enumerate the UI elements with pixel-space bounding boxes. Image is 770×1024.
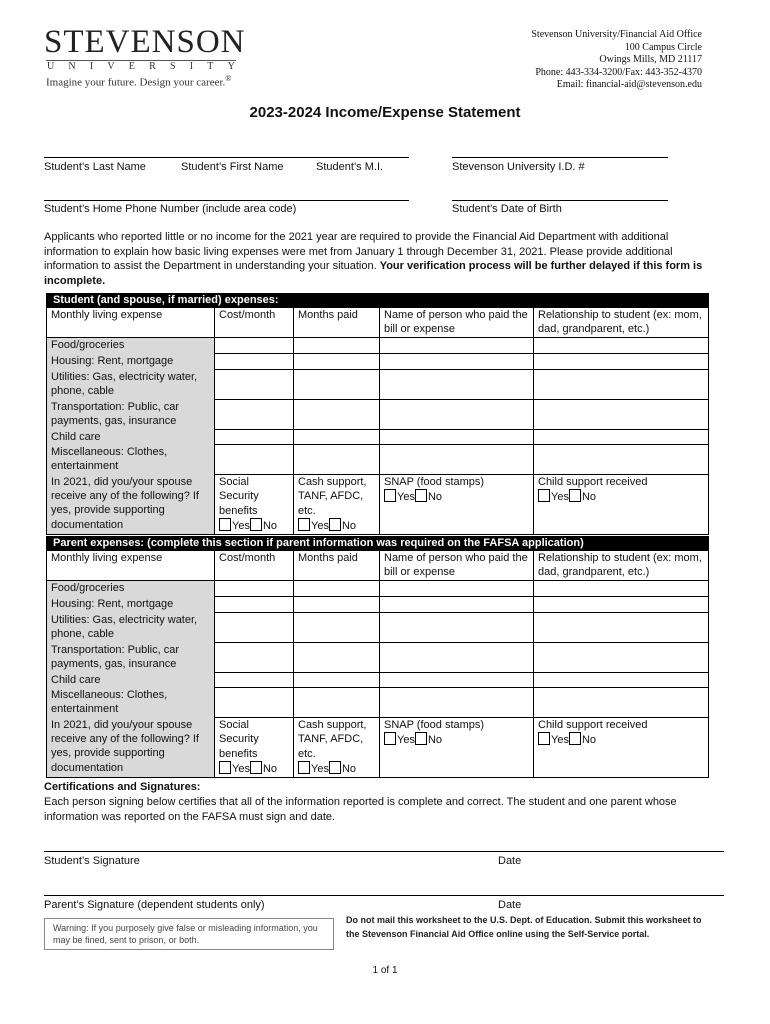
checkbox[interactable] bbox=[415, 732, 427, 745]
col-header: Relationship to student (ex: mom, dad, grandparent, etc.) bbox=[534, 308, 709, 338]
cell-input[interactable] bbox=[380, 643, 534, 673]
expense-label: Food/groceries bbox=[47, 581, 215, 597]
cell-input[interactable] bbox=[294, 688, 380, 718]
cell-input[interactable] bbox=[294, 370, 380, 400]
parent-date-label: Date bbox=[498, 899, 522, 911]
option-child-support: Child support received Yes No bbox=[534, 718, 709, 778]
col-header: Relationship to student (ex: mom, dad, grandparent, etc.) bbox=[534, 551, 709, 581]
cell-input[interactable] bbox=[294, 673, 380, 688]
checkbox[interactable] bbox=[298, 761, 310, 774]
student-section-header: Student (and spouse, if married) expenses: bbox=[47, 294, 709, 308]
cell-input[interactable] bbox=[215, 673, 294, 688]
address-line: Owings Mills, MD 21117 bbox=[599, 54, 702, 66]
cell-input[interactable] bbox=[215, 400, 294, 430]
col-header: Name of person who paid the bill or expense bbox=[380, 551, 534, 581]
submission-notice: Do not mail this worksheet to the U.S. Dept. of Education. Submit this worksheet to the Stevenson Financial Aid Office online using the Self-Service portal. bbox=[346, 915, 702, 939]
logo-wordmark: STEVENSON bbox=[44, 24, 246, 60]
phone-field-line[interactable] bbox=[44, 200, 409, 201]
first-name-label: Student’s First Name bbox=[181, 161, 284, 173]
cell-input[interactable] bbox=[380, 597, 534, 613]
cell-input[interactable] bbox=[534, 597, 709, 613]
logo-subtitle: UNIVERSITY bbox=[47, 61, 249, 72]
address-line: Email: financial-aid@stevenson.edu bbox=[556, 79, 702, 91]
checkbox[interactable] bbox=[384, 489, 396, 502]
office-address bbox=[531, 29, 702, 92]
address-line: Phone: 443-334-3200/Fax: 443-352-4370 bbox=[535, 66, 702, 78]
page-number: 1 of 1 bbox=[372, 965, 398, 976]
income-question: In 2021, did you/your spouse receive any of the following? If yes, provide supporting documentation bbox=[47, 718, 215, 778]
checkbox[interactable] bbox=[538, 489, 550, 502]
cell-input[interactable] bbox=[294, 354, 380, 370]
cell-input[interactable] bbox=[215, 430, 294, 445]
expense-label: Food/groceries bbox=[47, 338, 215, 354]
checkbox[interactable] bbox=[219, 518, 231, 531]
parent-signature-line[interactable] bbox=[44, 895, 724, 896]
dob-field-line[interactable] bbox=[452, 200, 668, 201]
cell-input[interactable] bbox=[380, 400, 534, 430]
expense-label: Child care bbox=[47, 673, 215, 688]
cell-input[interactable] bbox=[534, 673, 709, 688]
expense-label: Utilities: Gas, electricity water, phone, cable bbox=[47, 370, 215, 400]
col-header: Monthly living expense bbox=[47, 308, 215, 338]
cell-input[interactable] bbox=[215, 688, 294, 718]
cell-input[interactable] bbox=[215, 445, 294, 475]
col-header: Months paid bbox=[294, 551, 380, 581]
expense-label: Housing: Rent, mortgage bbox=[47, 354, 215, 370]
cell-input[interactable] bbox=[215, 613, 294, 643]
certifications-heading: Certifications and Signatures: bbox=[44, 781, 201, 793]
expense-label: Housing: Rent, mortgage bbox=[47, 597, 215, 613]
student-signature-line[interactable] bbox=[44, 851, 724, 852]
cell-input[interactable] bbox=[294, 643, 380, 673]
cell-input[interactable] bbox=[294, 338, 380, 354]
cell-input[interactable] bbox=[294, 400, 380, 430]
option-social-security: Social Security benefits Yes No bbox=[215, 475, 294, 535]
cell-input[interactable] bbox=[534, 338, 709, 354]
cell-input[interactable] bbox=[380, 430, 534, 445]
option-child-support: Child support received Yes No bbox=[534, 475, 709, 535]
cell-input[interactable] bbox=[215, 597, 294, 613]
cell-input[interactable] bbox=[380, 673, 534, 688]
option-social-security: Social Security benefits Yes No bbox=[215, 718, 294, 778]
certifications-text: Each person signing below certifies that all of the information reported is complete and correct. The student and one parent whose information was reported on the FAFSA must sign and date. bbox=[44, 796, 677, 823]
option-snap: SNAP (food stamps) Yes No bbox=[380, 718, 534, 778]
cell-input[interactable] bbox=[534, 400, 709, 430]
cell-input[interactable] bbox=[380, 370, 534, 400]
col-header: Cost/month bbox=[215, 308, 294, 338]
address-line: 100 Campus Circle bbox=[624, 41, 702, 53]
cell-input[interactable] bbox=[380, 688, 534, 718]
name-field-line[interactable] bbox=[44, 157, 409, 158]
expense-label: Child care bbox=[47, 430, 215, 445]
checkbox[interactable] bbox=[219, 761, 231, 774]
checkbox[interactable] bbox=[384, 732, 396, 745]
option-snap: SNAP (food stamps) Yes No bbox=[380, 475, 534, 535]
checkbox[interactable] bbox=[298, 518, 310, 531]
address-line: Stevenson University/Financial Aid Office bbox=[531, 29, 702, 40]
cell-input[interactable] bbox=[294, 430, 380, 445]
checkbox[interactable] bbox=[569, 489, 581, 502]
cell-input[interactable] bbox=[294, 597, 380, 613]
cell-input[interactable] bbox=[215, 370, 294, 400]
expense-label: Transportation: Public, car payments, gas, insurance bbox=[47, 643, 215, 673]
cell-input[interactable] bbox=[534, 354, 709, 370]
parent-signature-label: Parent’s Signature (dependent students only) bbox=[44, 899, 265, 911]
cell-input[interactable] bbox=[215, 354, 294, 370]
dob-label: Student’s Date of Birth bbox=[452, 203, 562, 215]
checkbox[interactable] bbox=[329, 518, 341, 531]
cell-input[interactable] bbox=[534, 688, 709, 718]
cell-input[interactable] bbox=[534, 613, 709, 643]
income-question: In 2021, did you/your spouse receive any of the following? If yes, provide supporting documentation bbox=[47, 475, 215, 535]
option-cash-support: Cash support, TANF, AFDC, etc. Yes No bbox=[294, 718, 380, 778]
cell-input[interactable] bbox=[294, 613, 380, 643]
student-signature-label: Student’s Signature bbox=[44, 855, 140, 867]
student-date-label: Date bbox=[498, 855, 522, 867]
cell-input[interactable] bbox=[380, 581, 534, 597]
option-cash-support: Cash support, TANF, AFDC, etc. Yes No bbox=[294, 475, 380, 535]
checkbox[interactable] bbox=[415, 489, 427, 502]
expense-label: Transportation: Public, car payments, gas, insurance bbox=[47, 400, 215, 430]
checkbox[interactable] bbox=[569, 732, 581, 745]
col-header: Cost/month bbox=[215, 551, 294, 581]
page-title: 2023-2024 Income/Expense Statement bbox=[249, 104, 521, 121]
checkbox[interactable] bbox=[250, 761, 262, 774]
cell-input[interactable] bbox=[294, 445, 380, 475]
checkbox[interactable] bbox=[250, 518, 262, 531]
id-field-line[interactable] bbox=[452, 157, 668, 158]
expense-label: Utilities: Gas, electricity water, phone, cable bbox=[47, 613, 215, 643]
expense-label: Miscellaneous: Clothes, entertainment bbox=[47, 688, 215, 718]
last-name-label: Student’s Last Name bbox=[44, 161, 146, 173]
cell-input[interactable] bbox=[534, 370, 709, 400]
col-header: Name of person who paid the bill or expense bbox=[380, 308, 534, 338]
cell-input[interactable] bbox=[380, 613, 534, 643]
checkbox[interactable] bbox=[538, 732, 550, 745]
student-expenses-table bbox=[46, 293, 709, 535]
cell-input[interactable] bbox=[534, 581, 709, 597]
parent-section-header: Parent expenses: (complete this section if parent information was required on the FAFSA application) bbox=[47, 537, 709, 551]
col-header: Months paid bbox=[294, 308, 380, 338]
cell-input[interactable] bbox=[534, 643, 709, 673]
cell-input[interactable] bbox=[294, 581, 380, 597]
phone-label: Student’s Home Phone Number (include area code) bbox=[44, 203, 297, 215]
cell-input[interactable] bbox=[215, 338, 294, 354]
cell-input[interactable] bbox=[534, 430, 709, 445]
cell-input[interactable] bbox=[534, 445, 709, 475]
parent-expenses-table bbox=[46, 536, 709, 778]
col-header: Monthly living expense bbox=[47, 551, 215, 581]
expense-label: Miscellaneous: Clothes, entertainment bbox=[47, 445, 215, 475]
cell-input[interactable] bbox=[215, 643, 294, 673]
id-label: Stevenson University I.D. # bbox=[452, 161, 585, 173]
checkbox[interactable] bbox=[329, 761, 341, 774]
warning-box: Warning: If you purposely give false or misleading information, you may be fined, sent to prison, or both. bbox=[44, 918, 334, 950]
cell-input[interactable] bbox=[215, 581, 294, 597]
cell-input[interactable] bbox=[380, 338, 534, 354]
cell-input[interactable] bbox=[380, 445, 534, 475]
logo-tagline: Imagine your future. Design your career.® bbox=[46, 74, 232, 89]
cell-input[interactable] bbox=[380, 354, 534, 370]
mi-label: Student’s M.I. bbox=[316, 161, 384, 173]
intro-paragraph: Applicants who reported little or no income for the 2021 year are required to provide the Financial Aid Department with additional information to explain how basic living expenses were met from January 1 through December 31, 2021. Please provide additional information to assist the Department in understanding your situation. Your verification process will be further delayed if this form is incomplete. bbox=[44, 231, 703, 287]
